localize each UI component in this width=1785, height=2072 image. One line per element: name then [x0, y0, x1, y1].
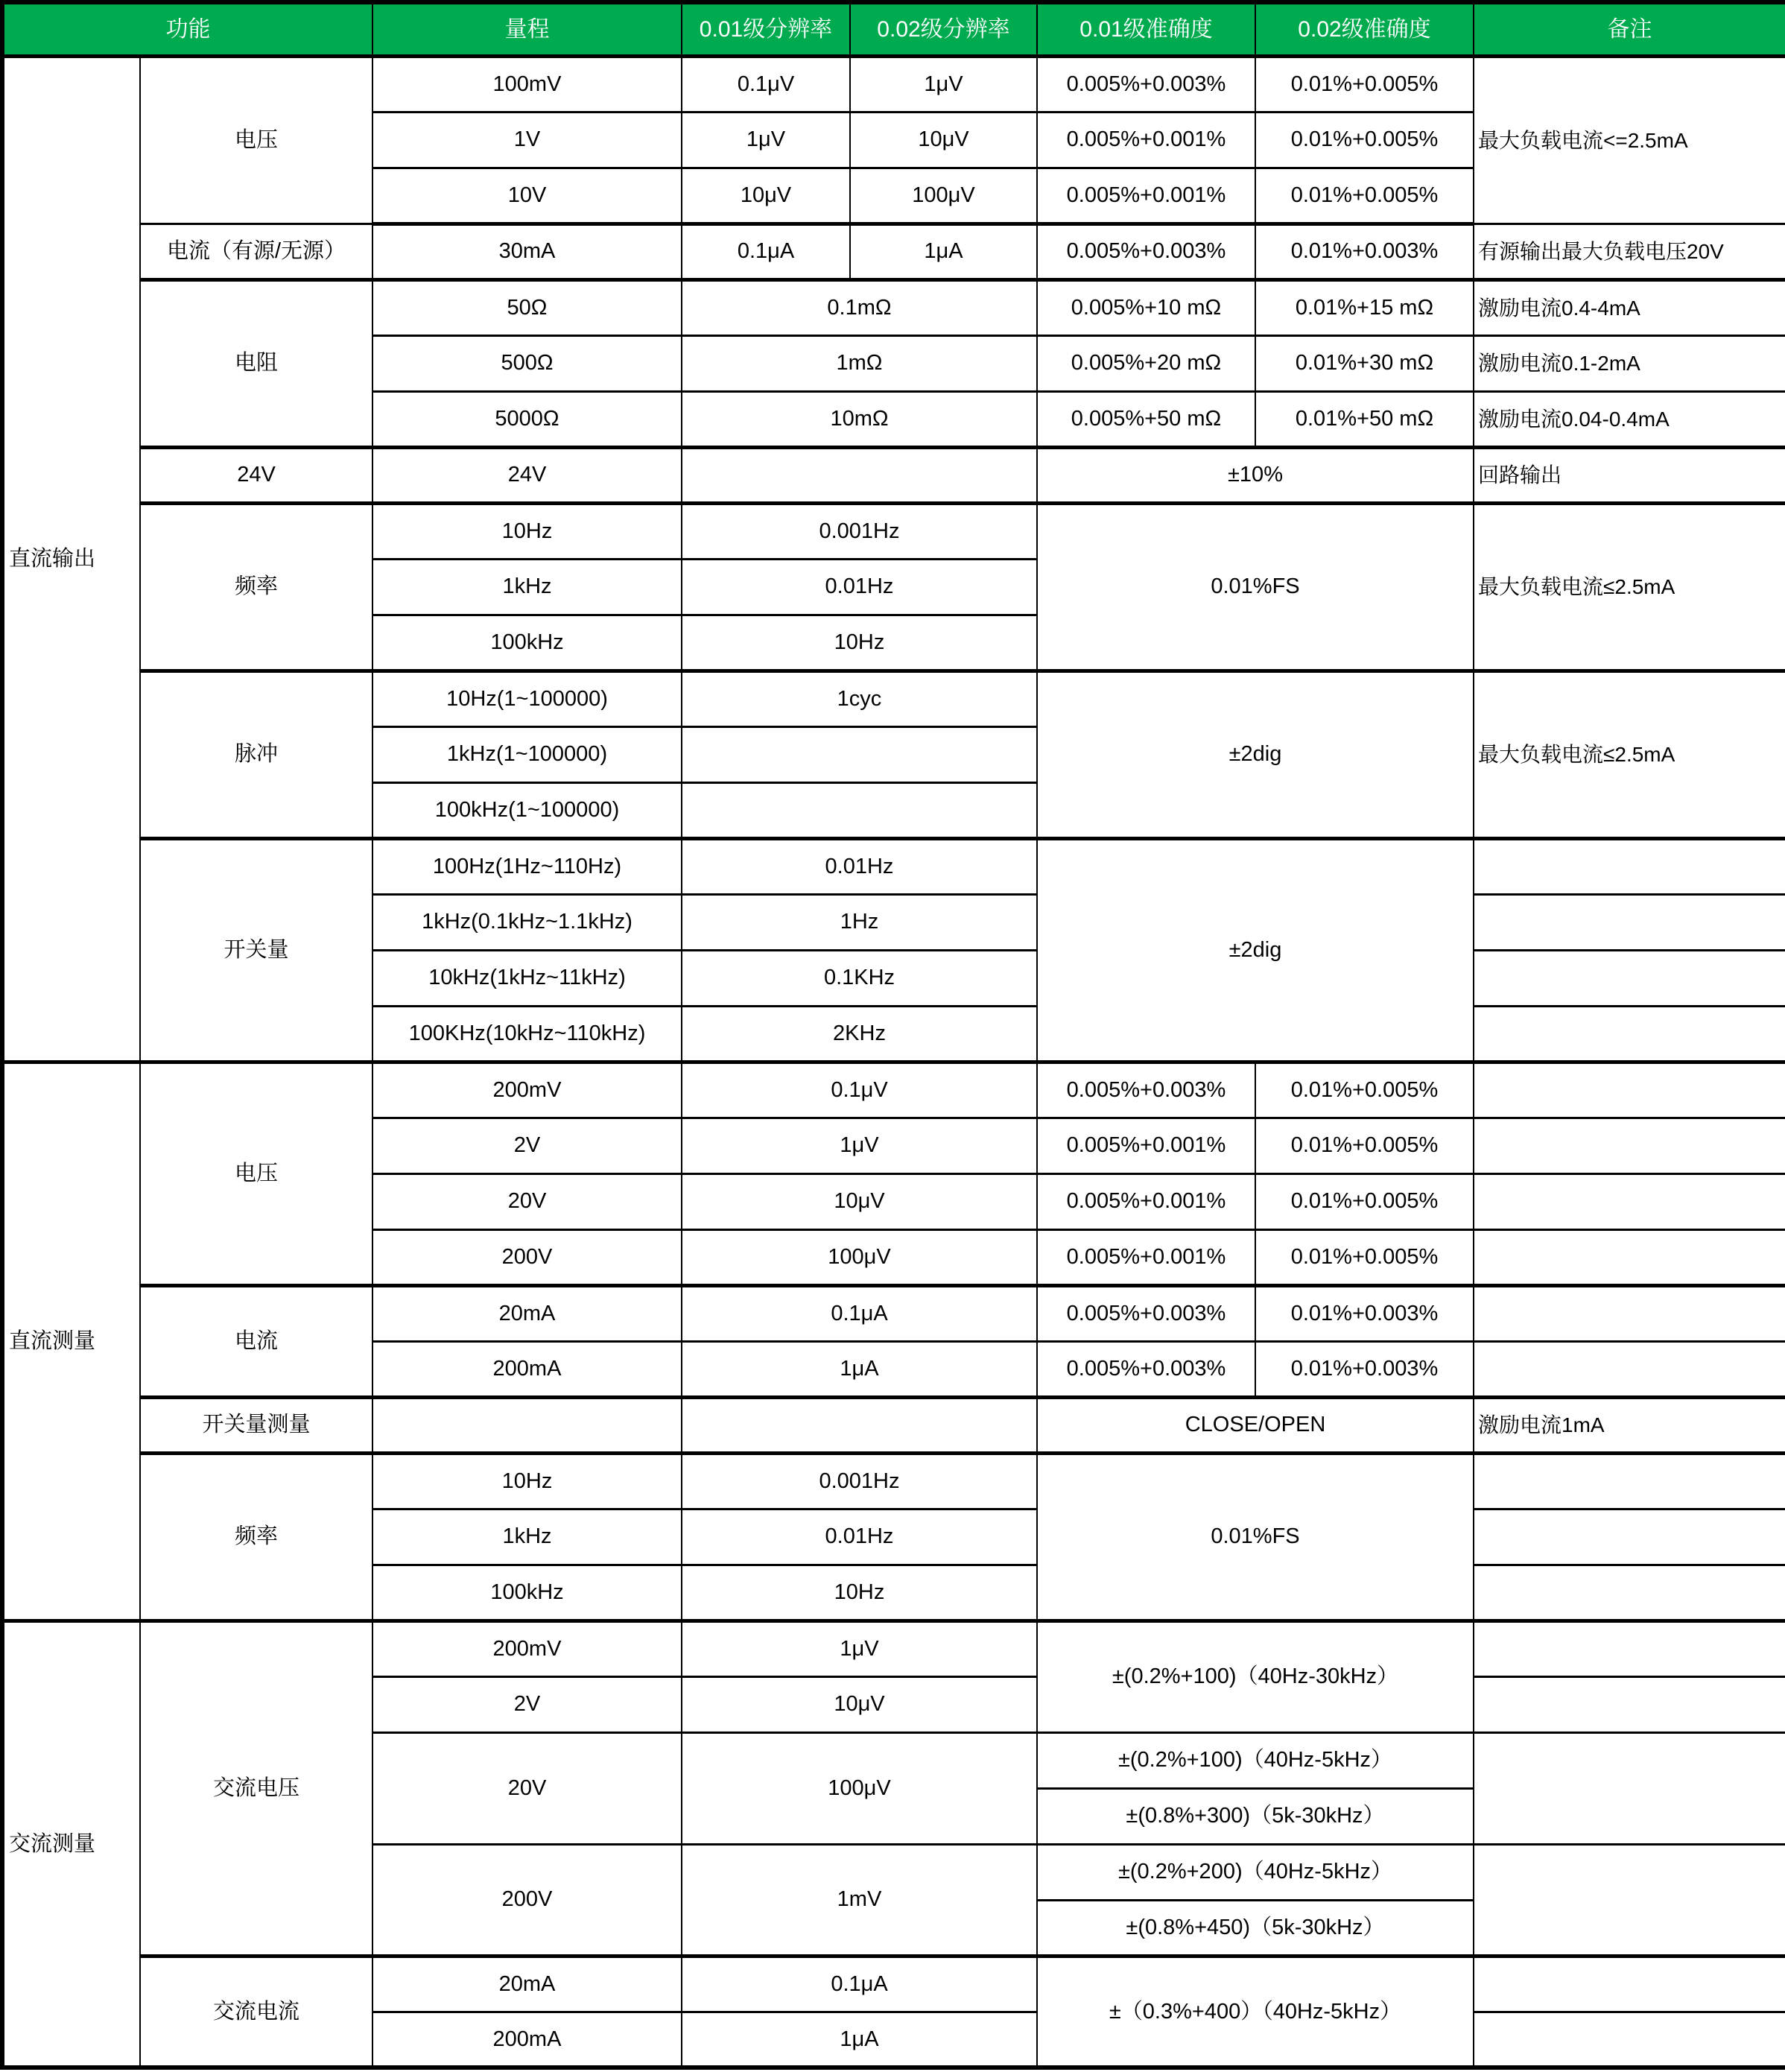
note-cell [1474, 1341, 1785, 1397]
function-label-frequency: 频率 [140, 1453, 372, 1620]
resolution-002-cell: 1μV [850, 56, 1037, 112]
accuracy-002-cell: 0.01%+0.003% [1255, 1341, 1474, 1397]
resolution-001-cell: 1μV [682, 112, 850, 168]
table-row [2, 838, 1785, 894]
note-cell [1474, 1732, 1785, 1844]
accuracy-cell: ±2dig [1037, 838, 1474, 1062]
resolution-cell: 0.001Hz [682, 503, 1037, 559]
accuracy-001-cell: 0.005%+0.001% [1037, 168, 1255, 224]
resolution-cell: 10μV [682, 1173, 1037, 1229]
range-cell: 200mA [372, 2012, 682, 2068]
range-cell: 200mA [372, 1341, 682, 1397]
resolution-cell [682, 447, 1037, 503]
resolution-cell: 10mΩ [682, 391, 1037, 447]
table-row [2, 1453, 1785, 1509]
resolution-cell: 1mV [682, 1844, 1037, 1956]
accuracy-001-cell: 0.005%+0.003% [1037, 1062, 1255, 1118]
note-cell [1474, 1173, 1785, 1229]
range-cell: 200V [372, 1844, 682, 1956]
note-cell [1474, 1844, 1785, 1956]
range-cell: 100KHz(10kHz~110kHz) [372, 1006, 682, 1062]
note-cell [1474, 1676, 1785, 1732]
resolution-001-cell: 0.1μV [682, 56, 850, 112]
resolution-cell: 1μV [682, 1118, 1037, 1173]
resolution-cell: 0.001Hz [682, 1453, 1037, 1509]
resolution-cell: 0.1mΩ [682, 279, 1037, 335]
range-cell: 100mV [372, 56, 682, 112]
accuracy-cell: ±10% [1037, 447, 1474, 503]
table-row [2, 56, 1785, 112]
section-label-dc-measure: 直流测量 [2, 1062, 140, 1620]
accuracy-cell: ±（0.3%+400）（40Hz-5kHz） [1037, 1956, 1474, 2068]
range-cell: 1kHz(1~100000) [372, 726, 682, 782]
note-cell: 最大负载电流≤2.5mA [1474, 671, 1785, 838]
resolution-cell: 1μA [682, 1341, 1037, 1397]
resolution-cell: 0.1μV [682, 1062, 1037, 1118]
function-label-pulse: 脉冲 [140, 671, 372, 838]
accuracy-cell: ±(0.8%+450)（5k-30kHz） [1037, 1900, 1474, 1956]
note-cell [1474, 1509, 1785, 1565]
accuracy-002-cell: 0.01%+0.003% [1255, 224, 1474, 279]
accuracy-002-cell: 0.01%+50 mΩ [1255, 391, 1474, 447]
range-cell: 50Ω [372, 279, 682, 335]
range-cell [372, 1397, 682, 1453]
accuracy-cell: ±(0.2%+100)（40Hz-5kHz） [1037, 1732, 1474, 1788]
header-acc001: 0.01级准确度 [1037, 2, 1255, 56]
range-cell: 20V [372, 1173, 682, 1229]
range-cell: 20mA [372, 1956, 682, 2012]
accuracy-002-cell: 0.01%+30 mΩ [1255, 335, 1474, 391]
resolution-cell: 100μV [682, 1229, 1037, 1285]
accuracy-001-cell: 0.005%+0.001% [1037, 1229, 1255, 1285]
header-row [2, 2, 1785, 56]
resolution-cell: 0.01Hz [682, 1509, 1037, 1565]
resolution-cell [682, 726, 1037, 782]
accuracy-001-cell: 0.005%+0.003% [1037, 224, 1255, 279]
range-cell: 2V [372, 1676, 682, 1732]
resolution-cell: 1μA [682, 2012, 1037, 2068]
resolution-cell: 1cyc [682, 671, 1037, 726]
range-cell: 100Hz(1Hz~110Hz) [372, 838, 682, 894]
accuracy-002-cell: 0.01%+0.005% [1255, 1173, 1474, 1229]
range-cell: 10Hz [372, 503, 682, 559]
range-cell: 10V [372, 168, 682, 224]
accuracy-cell: ±(0.2%+200)（40Hz-5kHz） [1037, 1844, 1474, 1900]
range-cell: 30mA [372, 224, 682, 279]
resolution-cell [682, 1397, 1037, 1453]
table-row [2, 1397, 1785, 1453]
table-row [2, 671, 1785, 726]
resolution-cell: 0.1μA [682, 1956, 1037, 2012]
range-cell: 1kHz [372, 559, 682, 615]
function-label-current: 电流 [140, 1285, 372, 1397]
note-cell: 激励电流0.4-4mA [1474, 279, 1785, 335]
function-label-24v: 24V [140, 447, 372, 503]
function-label-current: 电流（有源/无源） [140, 224, 372, 279]
range-cell: 100kHz(1~100000) [372, 782, 682, 838]
table-row [2, 1956, 1785, 2012]
range-cell: 100kHz [372, 615, 682, 671]
function-label-frequency: 频率 [140, 503, 372, 671]
note-cell [1474, 1229, 1785, 1285]
table-row [2, 224, 1785, 279]
resolution-cell: 0.1KHz [682, 950, 1037, 1006]
note-cell [1474, 1565, 1785, 1620]
note-cell [1474, 2012, 1785, 2068]
accuracy-001-cell: 0.005%+0.003% [1037, 1285, 1255, 1341]
accuracy-001-cell: 0.005%+10 mΩ [1037, 279, 1255, 335]
accuracy-cell: 0.01%FS [1037, 1453, 1474, 1620]
accuracy-002-cell: 0.01%+0.005% [1255, 1062, 1474, 1118]
header-res002: 0.02级分辨率 [850, 2, 1037, 56]
accuracy-cell: ±(0.8%+300)（5k-30kHz） [1037, 1788, 1474, 1844]
range-cell: 200mV [372, 1620, 682, 1676]
accuracy-002-cell: 0.01%+0.005% [1255, 112, 1474, 168]
accuracy-002-cell: 0.01%+0.003% [1255, 1285, 1474, 1341]
range-cell: 24V [372, 447, 682, 503]
table-row [2, 1285, 1785, 1341]
note-cell [1474, 1062, 1785, 1118]
resolution-001-cell: 0.1μA [682, 224, 850, 279]
accuracy-002-cell: 0.01%+0.005% [1255, 1229, 1474, 1285]
accuracy-002-cell: 0.01%+0.005% [1255, 1118, 1474, 1173]
note-cell [1474, 1620, 1785, 1676]
accuracy-001-cell: 0.005%+0.003% [1037, 1341, 1255, 1397]
range-cell: 2V [372, 1118, 682, 1173]
note-cell [1474, 894, 1785, 950]
accuracy-001-cell: 0.005%+0.003% [1037, 56, 1255, 112]
section-label-dc-output: 直流输出 [2, 56, 140, 1062]
function-label-switch: 开关量 [140, 838, 372, 1062]
table-row [2, 503, 1785, 559]
resolution-002-cell: 1μA [850, 224, 1037, 279]
range-cell: 10kHz(1kHz~11kHz) [372, 950, 682, 1006]
function-label-switch-measure: 开关量测量 [140, 1397, 372, 1453]
note-cell: 回路输出 [1474, 447, 1785, 503]
note-cell: 激励电流0.04-0.4mA [1474, 391, 1785, 447]
resolution-cell [682, 782, 1037, 838]
function-label-ac-voltage: 交流电压 [140, 1620, 372, 1956]
note-cell [1474, 950, 1785, 1006]
table-row [2, 447, 1785, 503]
range-cell: 200V [372, 1229, 682, 1285]
resolution-cell: 1Hz [682, 894, 1037, 950]
note-cell [1474, 1956, 1785, 2012]
header-range: 量程 [372, 2, 682, 56]
resolution-cell: 0.1μA [682, 1285, 1037, 1341]
resolution-cell: 100μV [682, 1732, 1037, 1844]
accuracy-002-cell: 0.01%+0.005% [1255, 56, 1474, 112]
resolution-cell: 1mΩ [682, 335, 1037, 391]
header-remark: 备注 [1474, 2, 1785, 56]
table-row [2, 1620, 1785, 1676]
note-cell: 有源输出最大负载电压20V [1474, 224, 1785, 279]
accuracy-cell: 0.01%FS [1037, 503, 1474, 671]
range-cell: 20V [372, 1732, 682, 1844]
resolution-cell: 0.01Hz [682, 838, 1037, 894]
range-cell: 1kHz(0.1kHz~1.1kHz) [372, 894, 682, 950]
note-cell: 激励电流1mA [1474, 1397, 1785, 1453]
function-label-ac-current: 交流电流 [140, 1956, 372, 2068]
table-row [2, 279, 1785, 335]
function-label-resistance: 电阻 [140, 279, 372, 447]
function-label-voltage: 电压 [140, 56, 372, 224]
range-cell: 10Hz [372, 1453, 682, 1509]
accuracy-001-cell: 0.005%+0.001% [1037, 112, 1255, 168]
accuracy-cell: CLOSE/OPEN [1037, 1397, 1474, 1453]
resolution-cell: 10Hz [682, 1565, 1037, 1620]
header-function: 功能 [2, 2, 372, 56]
range-cell: 20mA [372, 1285, 682, 1341]
note-cell [1474, 1118, 1785, 1173]
section-label-ac-measure: 交流测量 [2, 1620, 140, 2068]
resolution-cell: 10μV [682, 1676, 1037, 1732]
accuracy-cell: ±(0.2%+100)（40Hz-30kHz） [1037, 1620, 1474, 1732]
note-cell [1474, 1453, 1785, 1509]
accuracy-cell: ±2dig [1037, 671, 1474, 838]
table-row [2, 1062, 1785, 1118]
resolution-002-cell: 10μV [850, 112, 1037, 168]
note-cell [1474, 1006, 1785, 1062]
header-acc002: 0.02级准确度 [1255, 2, 1474, 56]
accuracy-001-cell: 0.005%+20 mΩ [1037, 335, 1255, 391]
note-cell [1474, 838, 1785, 894]
resolution-cell: 0.01Hz [682, 559, 1037, 615]
range-cell: 1kHz [372, 1509, 682, 1565]
accuracy-002-cell: 0.01%+15 mΩ [1255, 279, 1474, 335]
resolution-cell: 2KHz [682, 1006, 1037, 1062]
accuracy-001-cell: 0.005%+0.001% [1037, 1173, 1255, 1229]
resolution-cell: 1μV [682, 1620, 1037, 1676]
accuracy-002-cell: 0.01%+0.005% [1255, 168, 1474, 224]
range-cell: 5000Ω [372, 391, 682, 447]
header-res001: 0.01级分辨率 [682, 2, 850, 56]
accuracy-001-cell: 0.005%+0.001% [1037, 1118, 1255, 1173]
range-cell: 500Ω [372, 335, 682, 391]
range-cell: 200mV [372, 1062, 682, 1118]
note-cell: 最大负载电流≤2.5mA [1474, 503, 1785, 671]
resolution-cell: 10Hz [682, 615, 1037, 671]
range-cell: 1V [372, 112, 682, 168]
resolution-002-cell: 100μV [850, 168, 1037, 224]
range-cell: 100kHz [372, 1565, 682, 1620]
note-cell: 激励电流0.1-2mA [1474, 335, 1785, 391]
accuracy-001-cell: 0.005%+50 mΩ [1037, 391, 1255, 447]
note-cell: 最大负载电流<=2.5mA [1474, 56, 1785, 224]
resolution-001-cell: 10μV [682, 168, 850, 224]
function-label-voltage: 电压 [140, 1062, 372, 1285]
range-cell: 10Hz(1~100000) [372, 671, 682, 726]
note-cell [1474, 1285, 1785, 1341]
